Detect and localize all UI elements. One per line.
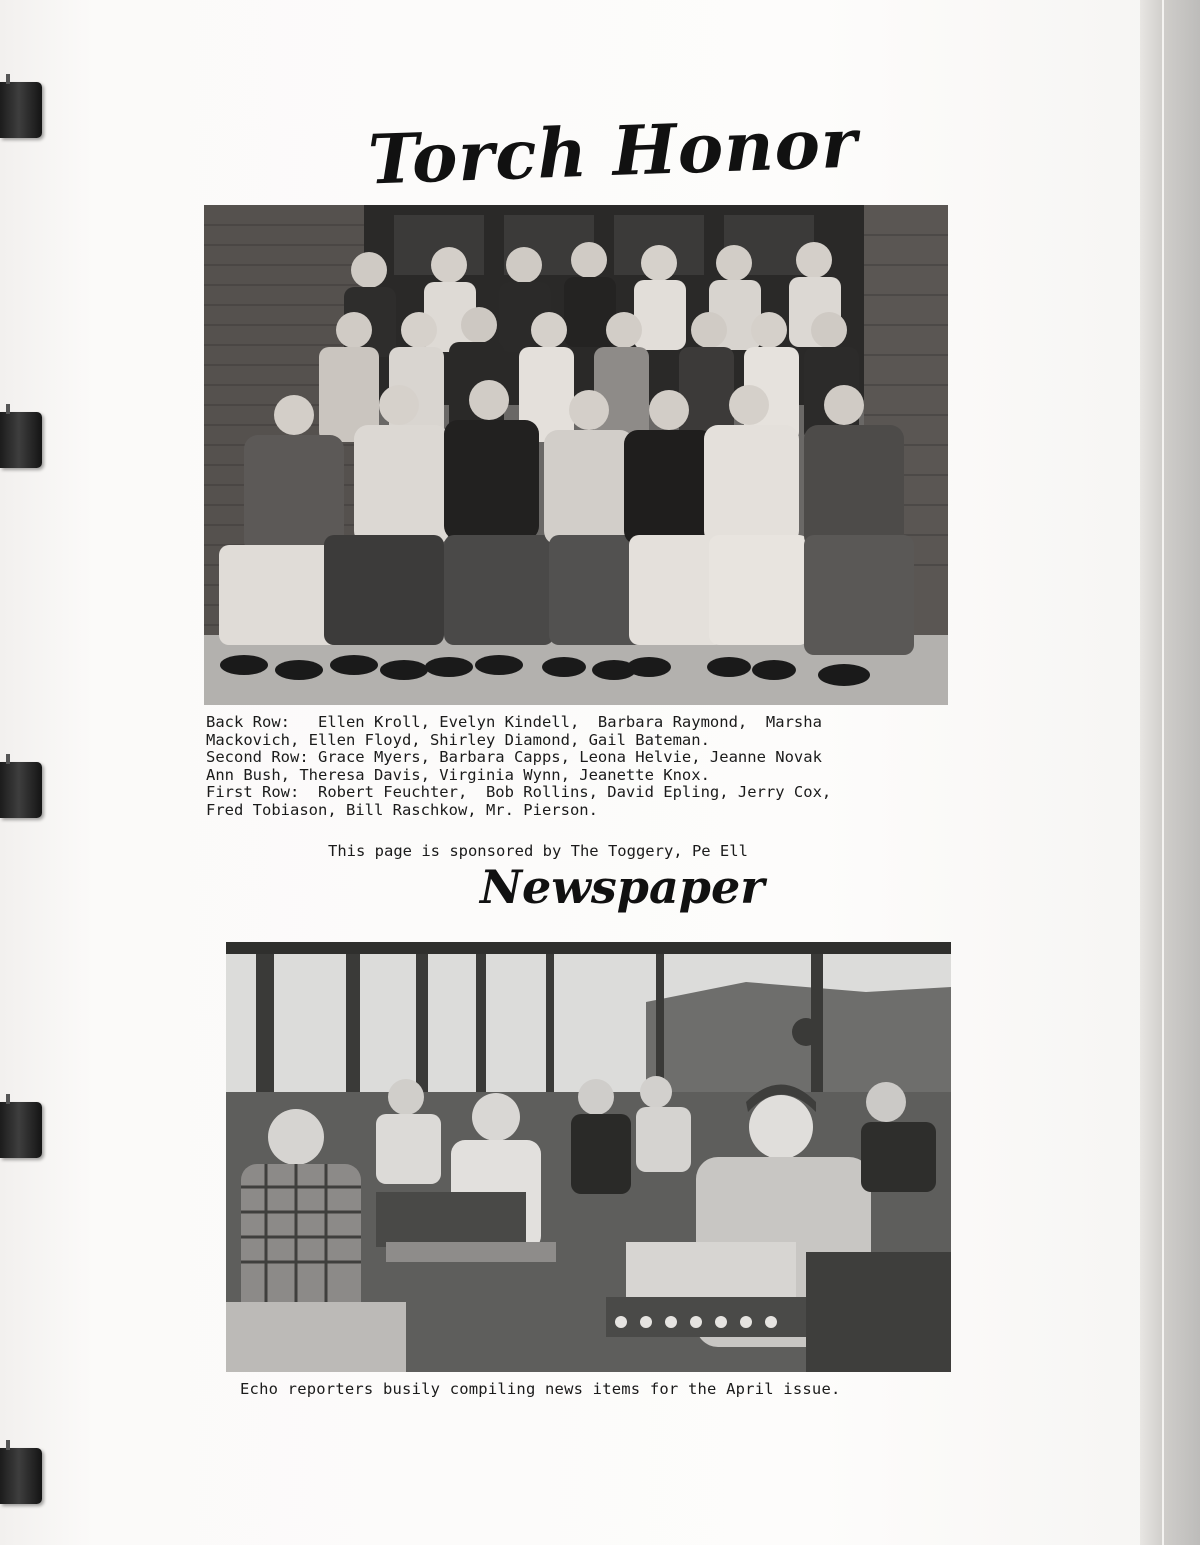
newspaper-classroom-photo (226, 942, 951, 1372)
binder-ring-2 (0, 412, 42, 468)
torch-honor-title: Torch Honor (366, 103, 859, 201)
binder-ring-4 (0, 1102, 42, 1158)
caption-line: First Row: Robert Feuchter, Bob Rollins, David Epling, Jerry Cox, (206, 783, 832, 801)
binder-ring-1 (0, 82, 42, 138)
stacked-page-edges (1140, 0, 1200, 1545)
caption-line: Back Row: Ellen Kroll, Evelyn Kindell, Barbara Raymond, Marsha (206, 713, 822, 731)
caption-line: Ann Bush, Theresa Davis, Virginia Wynn, Jeanette Knox. (206, 765, 710, 784)
torch-honor-caption (206, 714, 831, 819)
newspaper-caption: Echo reporters busily compiling news items for the April issue. (240, 1380, 841, 1398)
caption-line: Mackovich, Ellen Floyd, Shirley Diamond, Gail Bateman. (206, 730, 710, 749)
sponsor-line: This page is sponsored by The Toggery, Pe Ell (328, 842, 748, 860)
binder-ring-5 (0, 1448, 42, 1504)
binder-ring-3 (0, 762, 42, 818)
caption-line: Second Row: Grace Myers, Barbara Capps, Leona Helvie, Jeanne Novak (206, 748, 822, 766)
torch-honor-group-photo (204, 205, 948, 705)
caption-line: Fred Tobiason, Bill Raschkow, Mr. Pierson. (206, 800, 598, 819)
newspaper-title: Newspaper (480, 860, 765, 914)
